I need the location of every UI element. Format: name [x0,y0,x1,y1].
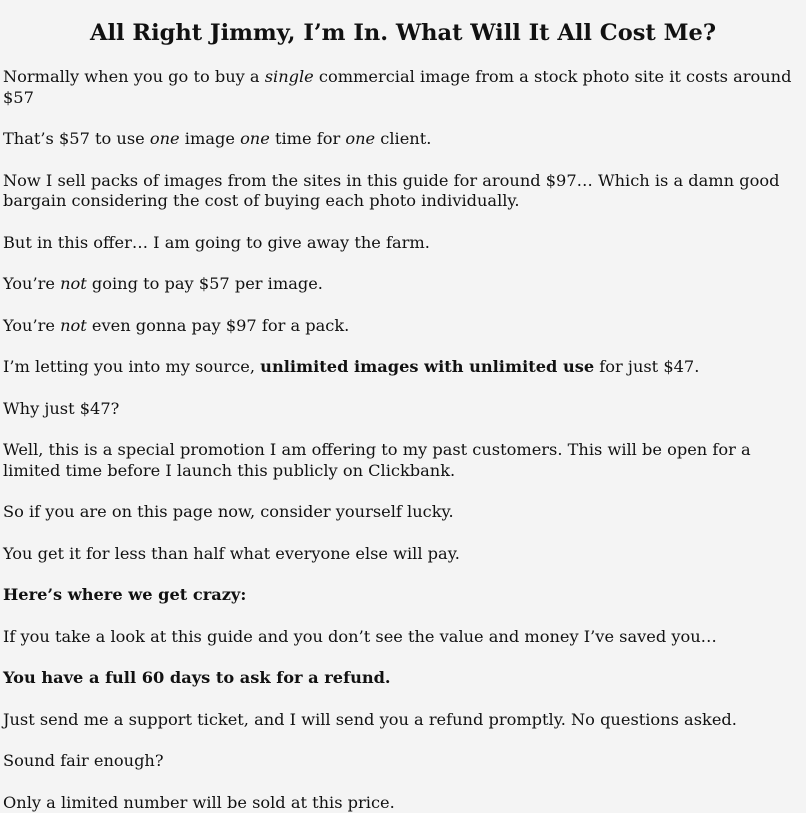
paragraph-usage-cost-emphasis-1: one [150,129,180,148]
paragraph-special-promotion: Well, this is a special promotion I am offering to my past customers. This will be open for a limited time before I launch this publicly on Clickbank. [3,440,803,481]
paragraph-source-offer [3,357,803,378]
paragraph-give-away: But in this offer… I am going to give away the farm. [3,233,803,254]
paragraph-limited-number: Only a limited number will be sold at this price. [3,793,803,813]
paragraph-source-offer-text-a: I’m letting you into my source, [3,357,260,376]
page-title: All Right Jimmy, I’m In. What Will It All Cost Me? [3,18,803,48]
paragraph-fair-enough: Sound fair enough? [3,751,803,772]
paragraph-support-ticket: Just send me a support ticket, and I will send you a refund promptly. No questions asked. [3,710,803,731]
paragraph-usage-cost-emphasis-2: one [240,129,270,148]
paragraph-lucky: So if you are on this page now, consider yourself lucky. [3,502,803,523]
paragraph-value-guide: If you take a look at this guide and you don’t see the value and money I’ve saved you… [3,627,803,648]
paragraph-usage-cost-text-c: image [180,129,240,148]
paragraph-not-pack-price-text-a: You’re [3,316,60,335]
paragraph-pack-price: Now I sell packs of images from the sites in this guide for around $97… Which is a damn good bargain considering the cost of buying each photo individually. [3,171,803,212]
paragraph-stock-price-emphasis: single [265,67,314,86]
paragraph-stock-price-text-a: Normally when you go to buy a [3,67,265,86]
paragraph-not-per-image-text-c: going to pay $57 per image. [87,274,323,293]
paragraph-not-pack-price-text-c: even gonna pay $97 for a pack. [87,316,350,335]
paragraph-stock-price [3,67,803,108]
paragraph-not-per-image [3,274,803,295]
paragraph-usage-cost [3,129,803,150]
paragraph-not-pack-price-emphasis: not [60,316,87,335]
paragraph-stock-price-text-c: commercial image from a stock photo site it costs around $57 [3,67,791,107]
paragraph-less-than-half: You get it for less than half what everyone else will pay. [3,544,803,565]
paragraph-crazy-heading: Here’s where we get crazy: [3,585,803,606]
paragraph-usage-cost-text-a: That’s $57 to use [3,129,150,148]
paragraph-not-per-image-emphasis: not [60,274,87,293]
paragraph-not-per-image-text-a: You’re [3,274,60,293]
paragraph-not-pack-price [3,316,803,337]
paragraph-usage-cost-text-g: client. [375,129,431,148]
paragraph-usage-cost-emphasis-3: one [345,129,375,148]
paragraph-refund-guarantee: You have a full 60 days to ask for a refund. [3,668,803,689]
paragraph-source-offer-strong: unlimited images with unlimited use [260,357,594,376]
paragraph-source-offer-text-c: for just $47. [594,357,699,376]
paragraph-usage-cost-text-e: time for [270,129,346,148]
paragraph-why-price: Why just $47? [3,399,803,420]
